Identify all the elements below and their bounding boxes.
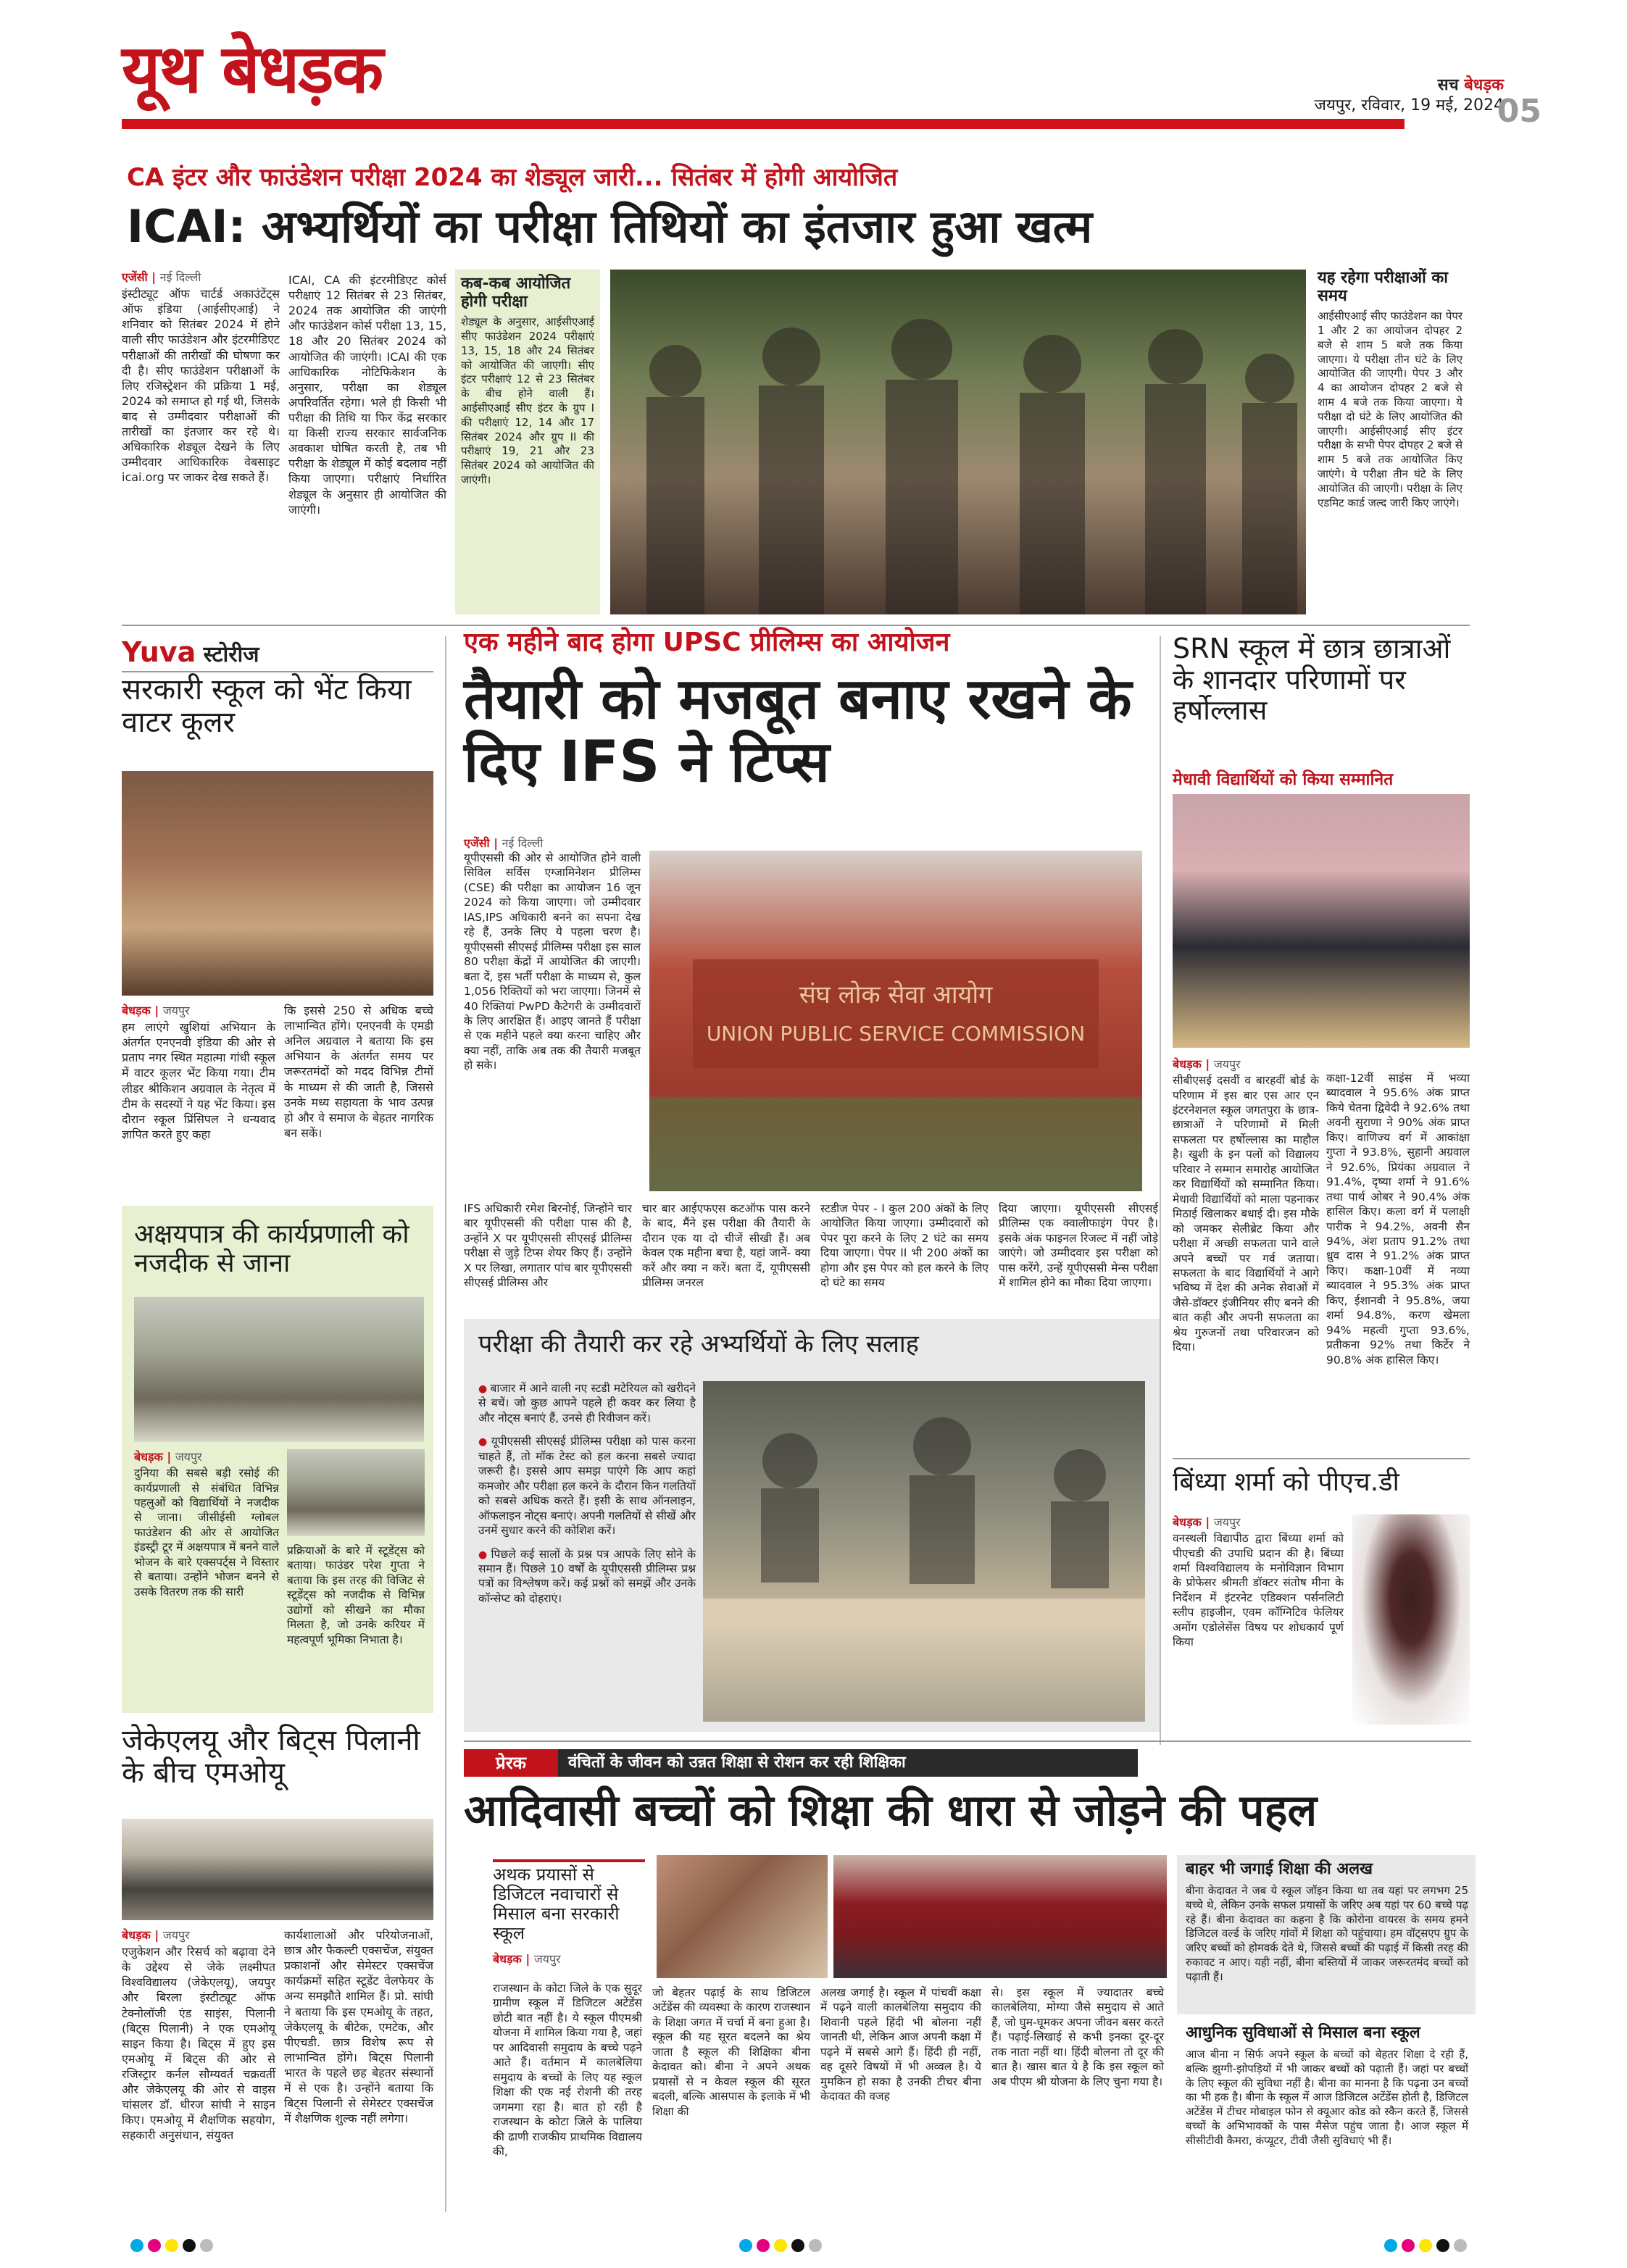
- bullet-icon: ●: [478, 1436, 488, 1448]
- top-col1-text: इंस्टीट्यूट ऑफ चार्टर्ड अकाउंटेंट्स ऑफ इंडिया (आईसीएआई) ने शनिवार को सितंबर 2024 में होने वाली सीए फाउंडेशन और इंटरमीडिएट परीक्षाओं की तारीखों की घोषणा कर दी है। सीए फाउंडेशन परीक्षाओं के लिए रजिस्ट्रेशन की प्रक्रिया 1 मई, 2024 को समाप्त हो गई थी, जिसके बाद से उम्मीदवार परीक्षाओं की तारीखों का इंतजार कर रहे थे। अधिकारिक शेड्यूल देखने के लिए उम्मीदवार आधिकारिक वेबसाइट icai.org पर जाकर देख सकते हैं।: [122, 287, 280, 485]
- upsc-intro: यूपीएससी की ओर से आयोजित होने वाली सिविल सर्विस एग्जामिनेशन प्रीलिम्स (CSE) की परीक्षा का आयोजन 16 जून 2024 को किया जाएगा। जो उम्मीदवार IAS,IPS अधिकारी बनने का सपना देख रहे हैं, उनके लिए ये पहला चरण है। यूपीएससी सीएसई प्रीलिम्स परीक्षा इस साल 80 परीक्षा केंद्रों में आयोजित की जाएगी। बता दें, इस भर्ती परीक्षा के माध्यम से, कुल 1,056 रिक्तियों को भरा जाएगा। जिनमें से 40 रिक्तियां PwPD कैटेगरी के उम्मीदवारों के लिए आरक्षित हैं। आइए जानते हैं परीक्षा से एक महीने पहले क्या करना चाहिए और क्या नहीं, ताकि अब तक की तैयारी मजबूत हो सके।: [464, 851, 641, 1072]
- wc-city: जयपुर: [162, 1004, 190, 1017]
- phd-col: [1173, 1514, 1344, 1650]
- tribal-byline: बेधड़क | जयपुर: [493, 1952, 561, 1966]
- students-crowd-photo: [610, 270, 1306, 614]
- facilities-title: आधुनिक सुविधाओं से मिसाल बना स्कूल: [1186, 2024, 1420, 2042]
- mou-col2-text: कार्यशालाओं और परियोजनाओं, छात्र और फैकल्टी एक्सचेंज, संयुक्त प्रकाशनों और सेमेस्टर एक्सचेंज कार्यक्रमों सहित स्टूडेंट वेलफेयर के अन्य समझौते शामिल हैं। प्रो. सांघी ने बताया कि इस एमओयू के तहत, जेकेएलयू के बीटेक, एमटेक, और पीएचडी. छात्र विशेष रूप से लाभान्वित होंगे। बिट्स पिलानी भारत के पहले छह बेहतर संस्थानों में से एक है। उन्होंने बताया कि बिट्स पिलानी से सेमेस्टर एक्सचेंज में शैक्षणिक शुल्क नहीं लगेगा।: [284, 1928, 433, 2126]
- upsc-city: नई दिल्ली: [502, 836, 544, 850]
- ak-byline: बेधड़क | जयपुर: [134, 1450, 202, 1464]
- timing-box-text: आईसीएआई सीए फाउंडेशन का पेपर 1 और 2 का आयोजन दोपहर 2 बजे से शाम 5 बजे तक किया जाएगा। ये परीक्षा तीन घंटे के लिए आयोजित की जाएगी। पेपर 3 और 4 का आयोजन दोपहर 2 बजे से शाम 4 बजे तक किया जाएगा। ये परीक्षा दो घंटे के लिए आयोजित की जाएगी। आईसीएआई सीए इंटर परीक्षा के सभी पेपर दोपहर 2 बजे से शाम 5 बजे तक आयोजित किए जाएंगे। ये परीक्षा तीन घंटे के लिए आयोजित की जाएगी। परीक्षा के लिए एडमिट कार्ड जल्द जारी किए जाएंगे।: [1318, 309, 1462, 509]
- divider-right: [1160, 636, 1161, 1745]
- cyan-dot-icon: [1384, 2239, 1397, 2252]
- magenta-dot-icon: [1402, 2239, 1415, 2252]
- students-class-photo: [833, 1855, 1167, 1978]
- tribal-subhead: अथक प्रयासों से डिजिटल नवाचारों से मिसाल बना सरकारी स्कूल: [493, 1859, 645, 1943]
- masthead-title: यूथ बेधड़क: [122, 30, 383, 108]
- divider-phd: [1173, 1458, 1470, 1459]
- upsc-by: एजेंसी: [464, 836, 490, 850]
- akshaypatra-col1: [134, 1449, 279, 1599]
- schedule-box-title: कब-कब आयोजित होगी परीक्षा: [461, 275, 571, 311]
- water-cooler-photo: [122, 771, 433, 996]
- upsc-headline: तैयारी को मजबूत बनाए रखने के दिए IFS ने टिप्स: [464, 667, 1132, 796]
- tribal-col2-text: जो बेहतर पढ़ाई के साथ डिजिटल अटेंडेंस की व्यवस्था के कारण राजस्थान के शिक्षा जगत में चर्चा में बना हुआ है। स्कूल की यह सूरत बदलने का श्रेय जाता है स्कूल की शिक्षिका बीना केदावत को। बीना ने अपने अथक प्रयासों से न केवल स्कूल की सूरत बदली, बल्कि आसपास के इलाके में भी शिक्षा की: [652, 1986, 810, 2118]
- bullet-icon: ●: [478, 1383, 488, 1395]
- bullet-icon: ●: [478, 1548, 488, 1561]
- ak-by: बेधड़क: [134, 1450, 163, 1464]
- upsc-kicker: एक महीने बाद होगा UPSC प्रीलिम्स का आयोजन: [464, 628, 950, 657]
- upsc-sign: [649, 851, 1142, 1191]
- water-cooler-headline: सरकारी स्कूल को भेंट किया वाटर कूलर: [122, 673, 412, 739]
- wc-col2-text: कि इससे 250 से अधिक बच्चे लाभान्वित होंगे। एनएनवी के एमडी अनिल अग्रवाल ने बताया कि इस अभियान के अंतर्गत समय पर जरूरतमंदों को मदद विभिन्न टीमों के माध्यम से की जाती है, जिससे उनके मध्य सहायता के भाव उत्पन्न हो और वे समाज के बेहतर नागरिक बन सकें।: [284, 1004, 433, 1140]
- srn-byline: बेधड़क | जयपुर: [1173, 1057, 1241, 1071]
- akshaypatra-photo: [134, 1297, 424, 1442]
- phd-city: जयपुर: [1213, 1515, 1241, 1529]
- phd-byline: बेधड़क | जयपुर: [1173, 1515, 1241, 1529]
- tag-highlight: बेधड़क: [1464, 76, 1504, 94]
- phd-headline: बिंध्या शर्मा को पीएच.डी: [1173, 1467, 1399, 1497]
- srn-headline: SRN स्कूल में छात्र छात्राओं के शानदार परिणामों पर हर्षोल्लास: [1173, 633, 1451, 727]
- exam-silhouettes: [703, 1381, 1145, 1722]
- grey-dot-icon: [809, 2239, 822, 2252]
- top-timing-box: [1318, 270, 1462, 510]
- tribal-city: जयपुर: [533, 1952, 561, 1966]
- srn-city: जयपुर: [1213, 1057, 1241, 1071]
- prerak-tag: प्रेरक: [464, 1749, 558, 1777]
- srn-col1: [1173, 1056, 1319, 1355]
- mou-headline: जेकेएलयू और बिट्स पिलानी के बीच एमओयू: [122, 1724, 420, 1790]
- ak-col2-text: प्रक्रियाओं के बारे में स्टूडेंट्स को बताया। फाउंडर परेश गुप्ता ने बताया कि इस तरह की विजिट से स्टूडेंट्स को नजदीक से विभिन्न उद्योगों को सीखने का मौका मिलता है, जो उनके करियर में महत्वपूर्ण भूमिका निभाता है।: [287, 1544, 425, 1646]
- svg-text:संघ लोक सेवा आयोग: संघ लोक सेवा आयोग: [799, 980, 993, 1009]
- srn-by: बेधड़क: [1173, 1057, 1202, 1071]
- color-marks-left: [130, 2239, 217, 2254]
- yellow-dot-icon: [1419, 2239, 1432, 2252]
- tribal-by: बेधड़क: [493, 1952, 522, 1966]
- akshaypatra-photo-small: [287, 1449, 425, 1536]
- upsc-building-photo: [649, 851, 1142, 1191]
- upsc-col1-text: IFS अधिकारी रमेश बिरनोई, जिन्होंने चार बार यूपीएससी की परीक्षा पास की है, उन्होंने X पर यूपीएससी सीएसई प्रीलिम्स परीक्षा से जुड़े टिप्स शेयर किए हैं। उन्होंने X पर लिखा, लगातार पांच बार यूपीएससी सीएसई प्रीलिम्स और: [464, 1202, 632, 1290]
- advice-title: परीक्षा की तैयारी कर रहे अभ्यर्थियों के लिए सलाह: [478, 1330, 919, 1359]
- cyan-dot-icon: [130, 2239, 143, 2252]
- upsc-col2-text: चार बार आईएफएस कटऑफ पास करने के बाद, मैंने इस परीक्षा की तैयारी के दौरान एक या दो चीजें सीखी हैं। अब केवल एक महीना बचा है, यहां जानें- क्या करें और क्या न करें। बता दें, यूपीएससी प्रीलिम्स जनरल: [642, 1202, 810, 1290]
- exam-hall-photo: [703, 1381, 1145, 1722]
- page-number: 05: [1497, 93, 1541, 130]
- upsc-col4-text: दिया जाएगा। यूपीएससी सीएसई प्रीलिम्स एक क्वालीफाइंग पेपर है। इसके अंक फाइनल रिजल्ट में नहीं जोड़े जाएंगे। जो उम्मीदवार इस परीक्षा को पास करेंगे, उन्हें यूपीएससी मेन्स परीक्षा में शामिल होने का मौका दिया जाएगा।: [999, 1202, 1158, 1290]
- masthead-date: जयपुर, रविवार, 19 मई, 2024: [1314, 96, 1504, 114]
- yuva-stories-label: [122, 636, 433, 672]
- upsc-col3-text: स्टडीज पेपर - I कुल 200 अंकों के लिए आयोजित किया जाएगा। उम्मीदवारों को पेपर पूरा करने के लिए 2 घंटे का समय दिया जाएगा। पेपर II भी 200 अंकों का होगा और इस पेपर को हल करने के लिए दो घंटे का समय: [820, 1202, 989, 1290]
- srn-students-photo: [1173, 794, 1470, 1048]
- phd-by: बेधड़क: [1173, 1515, 1202, 1529]
- svg-text:UNION PUBLIC SERVICE COMMISSIO: UNION PUBLIC SERVICE COMMISSION: [706, 1022, 1086, 1046]
- mou-col1-text: एजुकेशन और रिसर्च को बढ़ावा देने के उद्देश्य से जेके लक्ष्मीपत विश्वविद्यालय (जेकेएलयू), जयपुर और बिरला इंस्टीट्यूट ऑफ टेक्नोलॉजी एंड साइंस, पिलानी (बिट्स पिलानी) ने एक एमओयू साइन किया है। बिट्स में हुए इस एमओयू में बिट्स की ओर से रजिस्ट्रार कर्नल सौम्यवर्त चक्रवर्ती और जेकेएलयू की ओर से वाइस चांसलर डॉ. धीरज सांघी ने साइन किए। एमओयू में शैक्षणिक सहयोग, सहकारी अनुसंधान, संयुक्त: [122, 1945, 275, 2143]
- divider-bottom: [464, 1740, 1471, 1742]
- masthead-tag: [1315, 75, 1504, 96]
- masthead-info: [1315, 75, 1504, 115]
- black-dot-icon: [791, 2239, 804, 2252]
- srn-subhead: मेधावी विद्यार्थियों को किया सम्मानित: [1173, 770, 1394, 789]
- top-kicker: CA इंटर और फाउंडेशन परीक्षा 2024 का शेड्यूल जारी... सितंबर में होगी आयोजित: [127, 163, 898, 192]
- phd-text: वनस्थली विद्यापीठ द्वारा बिंध्या शर्मा को पीएचडी की उपाधि प्रदान की है। बिंध्या शर्मा विश्वविद्यालय के मनोविज्ञान विभाग के प्रोफेसर श्रीमती डॉक्टर संतोष मीना के निर्देशन में इंटरनेट एडिक्शन पर्सनलिटी स्लीप हाइजीन, एवम कॉग्निटिव फेलियर अमोंग एडोलेसेंस विषय पर शोधकार्य पूर्ण किया: [1173, 1532, 1344, 1649]
- advice-item: [478, 1434, 696, 1538]
- color-marks-right: [1384, 2239, 1471, 2254]
- top-headline: ICAI: अभ्यर्थियों का परीक्षा तिथियों का इंतजार हुआ खत्म: [127, 200, 1093, 253]
- tag-prefix: सच: [1437, 76, 1465, 94]
- black-dot-icon: [1436, 2239, 1449, 2252]
- akshaypatra-headline: अक्षयपात्र की कार्यप्रणाली को नजदीक से जाना: [134, 1220, 409, 1279]
- advice-item-text: यूपीएससी सीएसई प्रीलिम्स परीक्षा को पास करना चाहते हैं, तो मॉक टेस्ट को हल करना सबसे ज्यादा जरूरी है। इससे आप समझ पाएंगे कि आप कहां कमजोर और परीक्षा हल करने के दौरान किन गलतियों को सबसे अधिक करते हैं। इसी के साथ ऑनलाइन, ऑफलाइन नोट्स बनाएं। अपनी गलतियों से सीखें और उनमें सुधार करने की कोशिश करें।: [478, 1435, 696, 1538]
- divider-left: [445, 636, 446, 2212]
- mou-city: जयपुर: [162, 1928, 190, 1942]
- prerak-strap: वंचितों के जीवन को उन्नत शिक्षा से रोशन कर रही शिक्षिका: [558, 1749, 1138, 1777]
- mou-byline: बेधड़क | जयपुर: [122, 1928, 190, 1942]
- byline-org: एजेंसी: [122, 270, 148, 284]
- yuva-label: Yuva: [122, 636, 196, 668]
- top-col1: [122, 270, 280, 485]
- outreach-title: बाहर भी जगाई शिक्षा की अलख: [1186, 1860, 1373, 1878]
- phd-portrait-photo: [1352, 1514, 1470, 1725]
- mou-by: बेधड़क: [122, 1928, 151, 1942]
- cyan-dot-icon: [739, 2239, 752, 2252]
- black-dot-icon: [183, 2239, 196, 2252]
- color-marks-center: [739, 2239, 826, 2254]
- facilities-text: आज बीना न सिर्फ अपने स्कूल के बच्चों को बेहतर शिक्षा दे रही हैं, बल्कि झुग्गी-झोपड़ियों में भी जाकर बच्चों को पढ़ाती हैं। जहां पर बच्चों के लिए स्कूल की सुविधा नहीं है। बीना का मानना है कि पढ़ना उन बच्चों का भी हक है। बीना के स्कूल में आज डिजिटल अटेंडेंस होती है, डिजिटल अटेंडेंस में टीचर मोबाइल फोन से क्यूआर कोड को स्कैन करते हैं, जिससे बच्चों के अभिभावकों के पास मैसेज पहुंच जाता है। आज स्कूल में सीसीटीवी कैमरा, कंप्यूटर, टीवी जैसी सुविधाएं भी हैं।: [1186, 2048, 1468, 2147]
- top-col2-text: ICAI, CA की इंटरमीडिएट कोर्स परीक्षाएं 12 सितंबर से 23 सितंबर, 2024 तक आयोजित की जाएंगी और फाउंडेशन कोर्स परीक्षा 13, 15, 18 और 20 सितंबर 2024 को आयोजित की जाएंगी। ICAI की एक आधिकारिक नोटिफिकेशन के अनुसार, परीक्षा का शेड्यूल अपरिवर्तित रहेगा। भले ही किसी भी परीक्षा की तिथि या फिर केंद्र सरकार या किसी राज्य सरकार सार्वजनिक अवकाश घोषित करती है, तब भी परीक्षा के शेड्यूल में कोई बदलाव नहीं किया जाएगा। परीक्षाएं निर्धारित शेड्यूल के अनुसार ही आयोजित की जाएंगी।: [288, 273, 446, 517]
- magenta-dot-icon: [757, 2239, 770, 2252]
- wc-byline: बेधड़क | जयपुर: [122, 1004, 190, 1017]
- water-cooler-col1: [122, 1003, 275, 1142]
- mou-col1: [122, 1927, 275, 2143]
- advice-list: [478, 1381, 696, 1606]
- tribal-headline: आदिवासी बच्चों को शिक्षा की धारा से जोड़ने की पहल: [464, 1785, 1318, 1836]
- teacher-photo: [657, 1855, 828, 1978]
- schedule-box-text: शेड्यूल के अनुसार, आईसीएआई सीए फाउंडेशन 2024 परीक्षाएं 13, 15, 18 और 24 सितंबर को आयोजित की जाएगी। सीए इंटर परीक्षाएं 12 से 23 सितंबर के बीच होने वाली हैं। आईसीएआई सीए इंटर के ग्रुप I की परीक्षाएं 12, 14 और 17 सितंबर 2024 और ग्रुप II की परीक्षाएं 19, 21 और 23 सितंबर 2024 को आयोजित की जाएंगी।: [461, 315, 594, 487]
- tribal-col3-text: अलख जगाई है। स्कूल में पांचवीं कक्षा में पढ़ने वाली कालबेलिया समुदाय की शिवानी पहले हिंदी भी बोलना नहीं जानती थी, लेकिन आज अपनी कक्षा में पढ़ने में सबसे आगे हैं। हिंदी ही नहीं, वह दूसरे विषयों में भी अव्वल है। ये मुमकिन हो सका है उनकी टीचर बीना केदावत की वजह: [820, 1986, 981, 2104]
- crowd-silhouettes: [610, 270, 1306, 614]
- wc-col1-text: हम लाएंगे खुशियां अभियान के अंतर्गत एनएनवी इंडिया की ओर से प्रताप नगर स्थित महात्मा गांधी स्कूल में वाटर कूलर भेंट किया गया। टीम लीडर श्रीकिशन अग्रवाल के नेतृत्व में टीम के सदस्यों ने यह भेंट किया। इस दौरान स्कूल प्रिंसिपल ने धन्यवाद ज्ञापित करते हुए कहा: [122, 1020, 275, 1141]
- advice-item-text: पिछले कई सालों के प्रश्न पत्र आपके लिए सोने के समान हैं। पिछले 10 वर्षों के यूपीएससी प्रीलिम्स प्रश्न पत्रों का विश्लेषण करें। कई प्रश्नों को समझें और उनके कॉन्सेप्ट को दोहराएं।: [478, 1547, 696, 1605]
- ak-col1-text: दुनिया की सबसे बड़ी रसोई की कार्यप्रणाली से संबंधित विभिन्न पहलुओं को विद्यार्थियों ने नजदीक से जाना। जीसीईसी ग्लोबल फाउंडेशन की ओर से आयोजित इंडस्ट्री टूर में अक्षयपात्र में बनने वाले भोजन के बारे एक्सपर्ट्स ने विस्तार से बताया। उन्होंने भोजन बनने से उसके वितरण तक की सारी: [134, 1467, 279, 1598]
- wc-by: बेधड़क: [122, 1004, 151, 1017]
- top-schedule-box: [455, 270, 600, 614]
- timing-box-title: यह रहेगा परीक्षाओं का समय: [1318, 269, 1448, 305]
- mou-photo: [122, 1819, 433, 1920]
- srn-col1-text: सीबीएसई दसवीं व बारहवीं बोर्ड के परिणाम में इस बार एस आर एन इंटरनेशनल स्कूल जगतपुरा के छात्र-छात्राओं ने परिणामों में मिली सफलता पर हर्षोल्लास का माहौल है। खुशी के इन पलों को विद्यालय परिवार ने सम्मान समारोह आयोजित कर विद्यार्थियों को सम्मानित किया। मेधावी विद्यार्थियों को माला पहनाकर मिठाई खिलाकर बधाई दी। इस मौके को जमकर सेलीब्रेट किया और परीक्षा में अच्छी सफलता पाने वाले अपने बच्चों पर गर्व जताया। सफलता के बाद विद्यार्थियों ने आगे भविष्य में देश की अनेक सेवाओं में जैसे-डॉक्टर इंजीनियर सीए बनने की बात कही और अपनी सफलता का श्रेय गुरुजनों तथा परिवारजन को दिया।: [1173, 1074, 1319, 1354]
- grey-dot-icon: [1454, 2239, 1467, 2252]
- stories-label: स्टोरीज: [196, 642, 259, 667]
- upsc-byline: एजेंसी | नई दिल्ली: [464, 836, 544, 850]
- ak-city: जयपुर: [175, 1450, 202, 1464]
- grey-dot-icon: [200, 2239, 213, 2252]
- byline-city: नई दिल्ली: [159, 270, 201, 284]
- advice-item: [478, 1547, 696, 1606]
- srn-col2-text: कक्षा-12वीं साइंस में भव्या ब्यादवाल ने 95.6% अंक प्राप्त किये चेतना द्विवेदी ने 92.6% तथा अवनी सुराणा ने 90% अंक प्राप्त किए। वाणिज्य वर्ग में आकांक्षा गुप्ता ने 93.8%, सुहानी अग्रवाल ने 92.6%, प्रियंका अग्रवाल ने 91.4%, दृष्या शर्मा ने 91.6% तथा पार्थ ओबर ने 90.4% अंक हासिल किए। कला वर्ग में पलाक्षी पारीक ने 94.2%, अवनी सैन 94%, अंश प्रताप 91.2% तथा ध्रुव दास ने 91.2% अंक प्राप्त किए। कक्षा-10वीं में नव्या ब्यादवाल ने 95.3% अंक प्राप्त किए, ईशानवी ने 95.8%, जया शर्मा 94.8%, करण खेमला 94% महत्वी गुप्ता 93.6%, प्रतीकना 92% तथा किर्टेर ने 90.8% अंक हासिल किए।: [1326, 1072, 1470, 1367]
- magenta-dot-icon: [148, 2239, 161, 2252]
- yellow-dot-icon: [774, 2239, 787, 2252]
- tribal-col1-text: राजस्थान के कोटा जिले के एक सुदूर ग्रामीण स्कूल में डिजिटल अटेंडेंस छोटी बात नहीं है। ये स्कूल पीएमश्री योजना में शामिल किया गया है, जहां पर आदिवासी समुदाय के बच्चे पढ़ने आते हैं। वर्तमान में कालबेलिया समुदाय के बच्चों के लिए यह स्कूल शिक्षा की एक नई रोशनी की तरह जगमगा रहा है। बात हो रही है राजस्थान के कोटा जिले के पालिया की ढाणी राजकीय प्राथमिक विद्यालय की,: [493, 1982, 642, 2158]
- top-byline: एजेंसी | नई दिल्ली: [122, 270, 201, 284]
- outreach-text: बीना केदावत ने जब ये स्कूल जॉइन किया था तब यहां पर लगभग 25 बच्चे थे, लेकिन उनके सफल प्रयासों के जरिए अब यहां पर 60 बच्चे पढ़ रहे हैं। बीना केदावत का कहना है कि कोरोना वायरस के समय हमने डिजिटल वर्ल्ड के जरिए गांवों में शिक्षा को पहुंचाया। हम वॉट्सएप ग्रुप के जरिए बच्चों को होमवर्क देते थे, जिससे बच्चों की पढ़ाई में किसी तरह की रुकावट न आए। यही नहीं, बीना बस्तियों में जाकर जरूरतमंद बच्चों को पढ़ाती हैं।: [1186, 1884, 1468, 1983]
- tribal-col4-text: से। इस स्कूल में ज्यादातर बच्चे कालबेलिया, मोग्या जैसे समुदाय से आते हैं, जो घुम-घूमकर अपना जीवन बसर करते हैं। पढ़ाई-लिखाई से कभी इनका दूर-दूर तक नाता नहीं था। हिंदी बोलना तो दूर की बात है। खास बात ये है कि इस स्कूल को अब पीएम श्री योजना के लिए चुना गया है।: [991, 1986, 1164, 2088]
- advice-item-text: बाजार में आने वाली नए स्टडी मटेरियल को खरीदने से बचें। जो कुछ आपने पहले ही कवर कर लिया है और नोट्स बनाएं हैं, उनसे ही रिवीजन करें।: [478, 1382, 696, 1425]
- advice-item: [478, 1381, 696, 1425]
- masthead-rule: [122, 119, 1405, 129]
- yellow-dot-icon: [165, 2239, 178, 2252]
